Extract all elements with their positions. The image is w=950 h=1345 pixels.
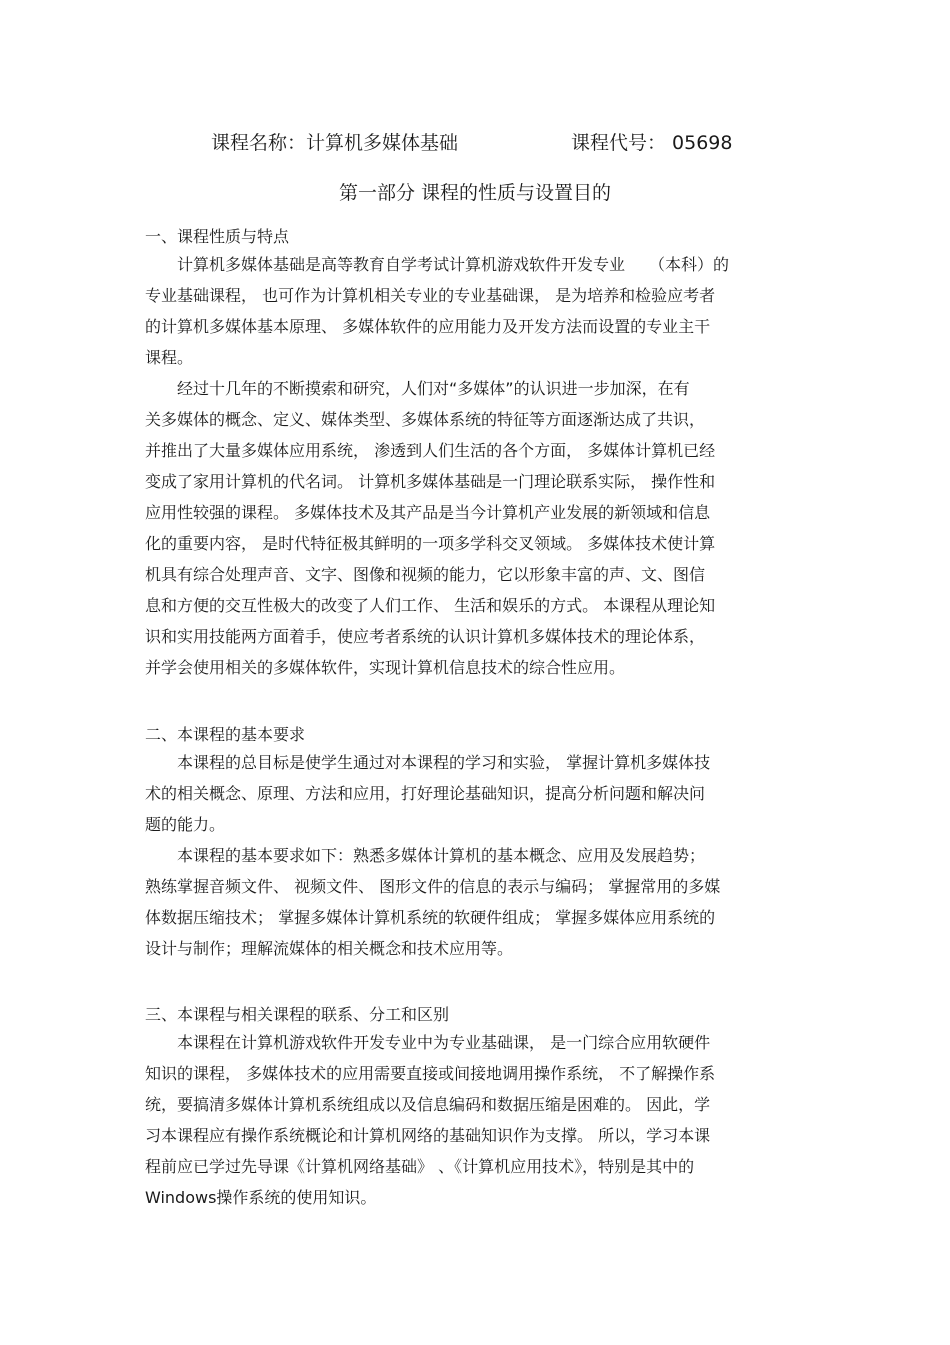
- text-line: 息和方便的交互性极大的改变了人们工作、 生活和娱乐的方式。 本课程从理论知: [145, 596, 716, 615]
- course-code: 课程代号： 05698: [571, 132, 733, 154]
- text-line: 习本课程应有操作系统概论和计算机网络的基础知识作为支撑。 所以，学习本课: [145, 1126, 711, 1145]
- text-line: 并推出了大量多媒体应用系统， 渗透到人们生活的各个方面， 多媒体计算机已经: [145, 441, 716, 460]
- text-line: 程前应已学过先导课《计算机网络基础》 、《计算机应用技术》，特别是其中的: [145, 1157, 695, 1176]
- text-line: 机具有综合处理声音、文字、图像和视频的能力，它以形象丰富的声、文、图信: [145, 565, 706, 584]
- part-title: 第一部分 课程的性质与设置目的: [338, 182, 612, 204]
- text-line: 本课程的总目标是使学生通过对本课程的学习和实验， 掌握计算机多媒体技: [145, 753, 711, 772]
- text-line: 术的相关概念、原理、方法和应用，打好理论基础知识，提高分析问题和解决问: [145, 784, 706, 803]
- text-line: 课程。: [145, 348, 194, 367]
- text-line: 的计算机多媒体基本原理、 多媒体软件的应用能力及开发方法而设置的专业主干: [145, 317, 711, 336]
- paragraph-3-1: [145, 1027, 805, 1213]
- paragraph-1-2: [145, 373, 805, 683]
- text-line: 关多媒体的概念、定义、媒体类型、多媒体系统的特征等方面逐渐达成了共识，: [145, 410, 706, 429]
- text-line: 体数据压缩技术； 掌握多媒体计算机系统的软硬件组成； 掌握多媒体应用系统的: [145, 908, 716, 927]
- course-name: 课程名称：计算机多媒体基础: [211, 132, 459, 154]
- section-heading-3: 三、本课程与相关课程的联系、分工和区别: [145, 1005, 450, 1024]
- text-line: Windows操作系统的使用知识。: [145, 1188, 377, 1207]
- text-line: 经过十几年的不断摸索和研究，人们对“多媒体”的认识进一步加深，在有: [145, 379, 690, 398]
- text-line: 设计与制作；理解流媒体的相关概念和技术应用等。: [145, 939, 514, 958]
- section-heading-2: 二、本课程的基本要求: [145, 725, 306, 744]
- text-line: 熟练掌握音频文件、 视频文件、 图形文件的信息的表示与编码； 掌握常用的多媒: [145, 877, 721, 896]
- paragraph-1-1: [145, 249, 805, 373]
- text-line: 题的能力。: [145, 815, 226, 834]
- text-line: 并学会使用相关的多媒体软件，实现计算机信息技术的综合性应用。: [145, 658, 626, 677]
- text-line: 计算机多媒体基础是高等教育自学考试计算机游戏软件开发专业 （本科）的: [145, 255, 730, 274]
- text-line: 应用性较强的课程。 多媒体技术及其产品是当今计算机产业发展的新领域和信息: [145, 503, 711, 522]
- paragraph-2-2: [145, 840, 805, 964]
- text-line: 化的重要内容， 是时代特征极其鲜明的一项多学科交叉领域。 多媒体技术使计算: [145, 534, 716, 553]
- text-line: 本课程的基本要求如下：熟悉多媒体计算机的基本概念、应用及发展趋势；: [145, 846, 706, 865]
- text-line: 本课程在计算机游戏软件开发专业中为专业基础课， 是一门综合应用软硬件: [145, 1033, 711, 1052]
- text-line: 统，要搞清多媒体计算机系统组成以及信息编码和数据压缩是困难的。 因此，学: [145, 1095, 711, 1114]
- text-line: 知识的课程， 多媒体技术的应用需要直接或间接地调用操作系统， 不了解操作系: [145, 1064, 716, 1083]
- paragraph-2-1: [145, 747, 805, 840]
- text-line: 识和实用技能两方面着手，使应考者系统的认识计算机多媒体技术的理论体系，: [145, 627, 706, 646]
- text-line: 变成了家用计算机的代名词。 计算机多媒体基础是一门理论联系实际， 操作性和: [145, 472, 716, 491]
- text-line: 专业基础课程， 也可作为计算机相关专业的专业基础课， 是为培养和检验应考者: [145, 286, 716, 305]
- section-heading-1: 一、课程性质与特点: [145, 227, 290, 246]
